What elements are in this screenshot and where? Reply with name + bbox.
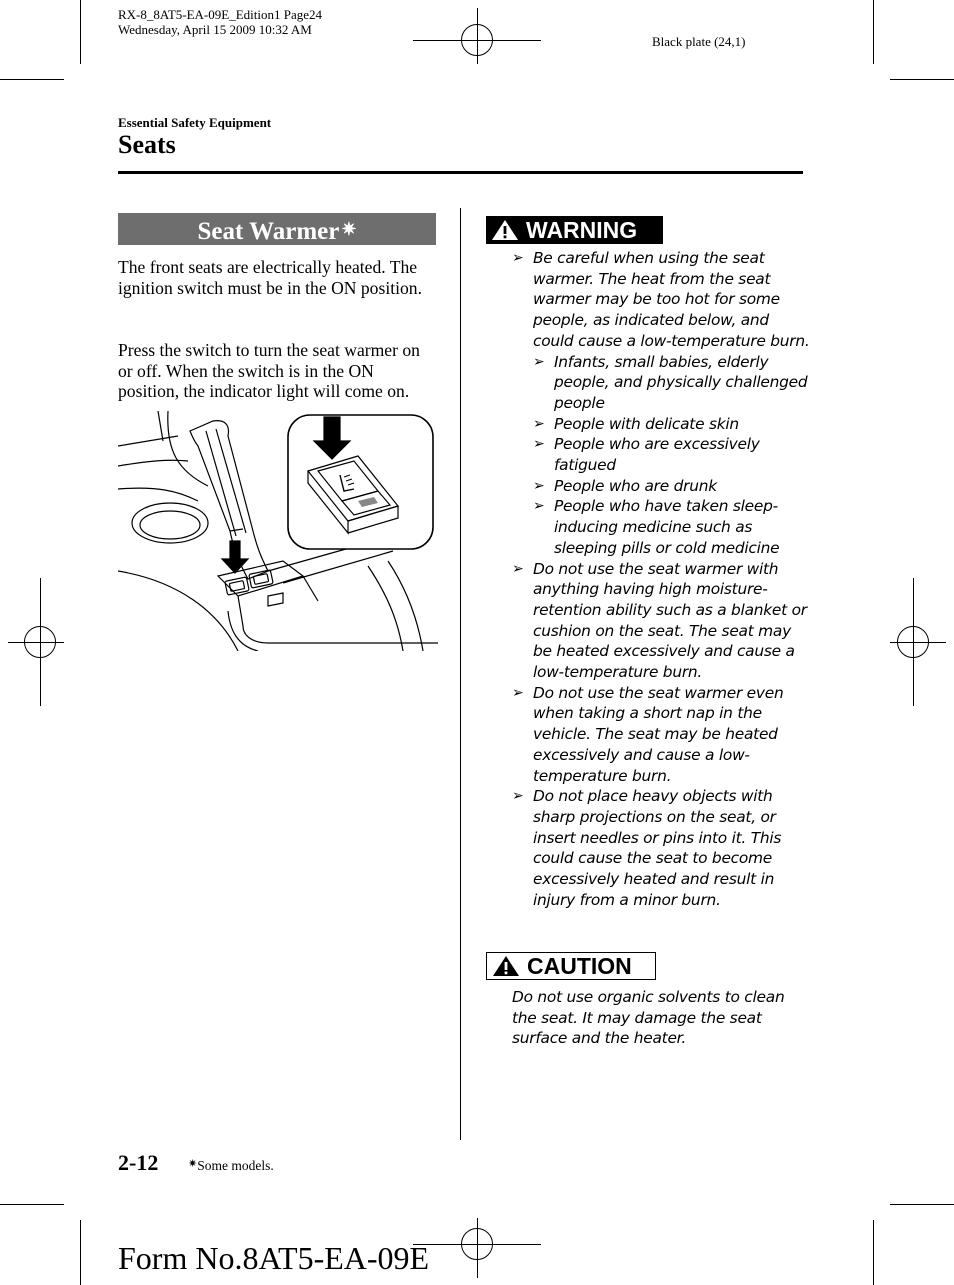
warning-icon (490, 218, 520, 242)
bullet-icon: ➢ (533, 353, 545, 370)
plate-label: Black plate (24,1) (652, 34, 746, 49)
warning-sub-item-text: Infants, small babies, elderly people, and physically challenged people (554, 352, 808, 412)
print-date-line: Wednesday, April 15 2009 10:32 AM (118, 22, 312, 37)
list-item (533, 434, 812, 475)
bullet-icon: ➢ (533, 415, 545, 432)
title-rule (118, 171, 803, 174)
crop-mark (80, 0, 81, 64)
warning-label-text: WARNING (526, 216, 638, 243)
warning-list (512, 248, 812, 911)
list-item (533, 476, 812, 497)
caution-label-text: CAUTION (527, 952, 632, 979)
caution-icon (491, 954, 521, 978)
crop-mark (873, 0, 874, 64)
warning-sub-item-text: People who are excessively fatigued (554, 435, 760, 475)
crop-mark (890, 79, 954, 80)
list-item (512, 683, 812, 787)
caution-label (486, 952, 656, 980)
bullet-icon: ➢ (512, 250, 524, 266)
warning-item-text: Do not place heavy objects with sharp projections on the seat, or insert needles or pins into it. This could cause the seat to become excessively heated and result in injury from a minor burn. (533, 787, 782, 909)
list-item (533, 352, 812, 414)
bullet-icon: ➢ (512, 560, 524, 577)
footnote-mark: ✷ (188, 1158, 198, 1170)
form-number: Form No.8AT5-EA-09E (118, 1240, 430, 1276)
list-item (512, 248, 812, 559)
bullet-icon: ➢ (533, 477, 545, 494)
list-item (512, 786, 812, 910)
registration-mark (461, 24, 493, 56)
crop-mark (0, 79, 64, 80)
print-file-line: RX-8_8AT5-EA-09E_Edition1 Page24 (118, 7, 323, 22)
warning-label (486, 216, 663, 244)
crop-mark (873, 1220, 874, 1285)
registration-mark (897, 626, 929, 658)
warning-item-text: Be careful when using the seat warmer. The heat from the seat warmer may be too hot for some people, as indicated below, and could cause a low-temperature burn. (533, 249, 810, 350)
page-title: Seats (118, 130, 176, 159)
crop-mark (80, 1220, 81, 1285)
warning-sub-item-text: People who have taken sleep-inducing medicine such as sleeping pills or cold medicine (554, 497, 780, 557)
bullet-icon: ➢ (512, 684, 524, 701)
list-item (533, 496, 812, 558)
section-label: Essential Safety Equipment (118, 115, 272, 130)
footnote-text: Some models. (197, 1158, 274, 1173)
caution-text: Do not use organic solvents to clean the seat. It may damage the seat surface and the heater. (512, 988, 785, 1048)
bullet-icon: ➢ (533, 498, 545, 515)
warning-item-text: Do not use the seat warmer even when taking a short nap in the vehicle. The seat may be heated excessively and cause a low-temperature burn. (533, 683, 784, 785)
warning-sub-item-text: People who are drunk (554, 476, 717, 495)
registration-mark (461, 1228, 493, 1260)
model-mark: ✷ (341, 219, 357, 239)
list-item (533, 414, 812, 435)
warning-sub-list (533, 352, 812, 559)
list-item (512, 559, 812, 683)
usage-paragraph: Press the switch to turn the seat warmer on or off. When the switch is in the ON position, the indicator light will come on. (118, 340, 420, 402)
bullet-icon: ➢ (512, 788, 524, 805)
warning-sub-item-text: People with delicate skin (554, 414, 739, 433)
bullet-icon: ➢ (533, 436, 545, 453)
column-divider (460, 208, 461, 1140)
registration-mark (24, 626, 56, 658)
crop-mark (890, 1204, 954, 1205)
section-heading (118, 213, 436, 245)
intro-paragraph: The front seats are electrically heated. The ignition switch must be in the ON position. (118, 257, 422, 298)
crop-mark (0, 1204, 64, 1205)
page-number: 2-12 (118, 1150, 159, 1175)
footnote (188, 1157, 274, 1174)
warning-item-text: Do not use the seat warmer with anything having high moisture-retention ability such as a blanket or cushion on the seat. The seat may be heated excessively and cause a low-temperature burn. (533, 559, 807, 682)
section-heading-text: Seat Warmer (197, 218, 340, 245)
seat-warmer-switch-illustration (118, 411, 438, 651)
